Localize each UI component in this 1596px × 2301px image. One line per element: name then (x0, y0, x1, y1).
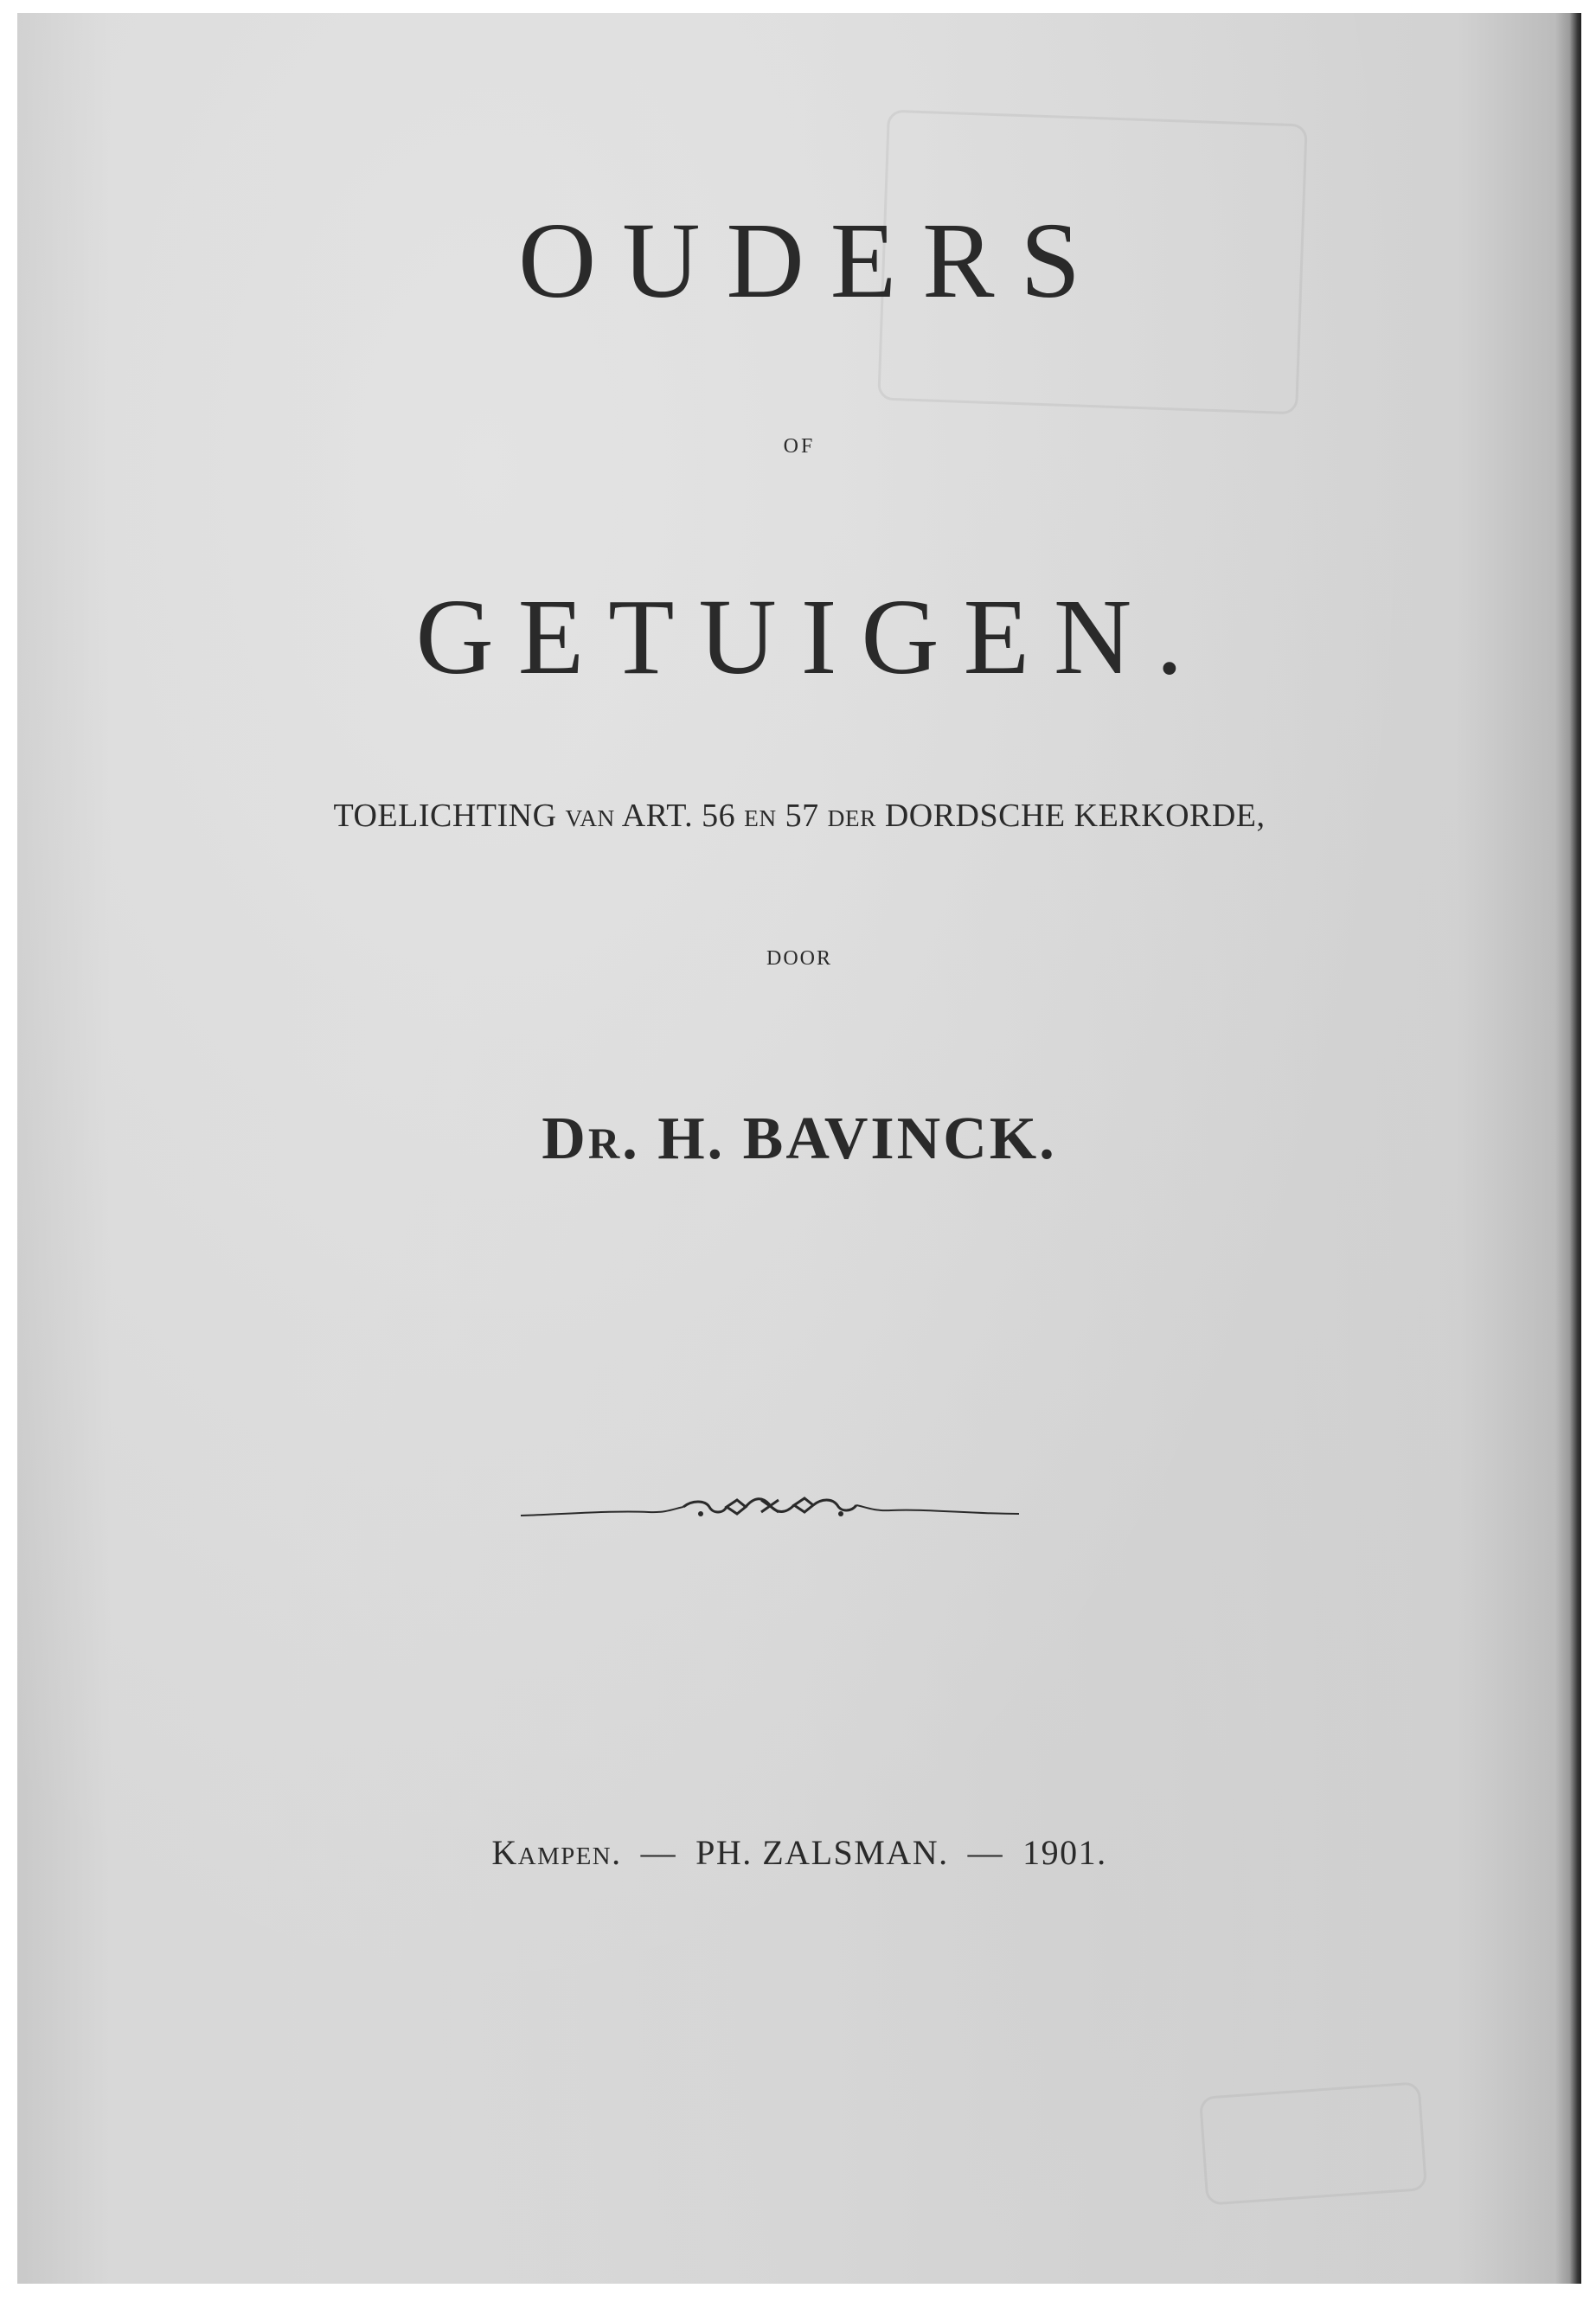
subtitle-part-2: ART. 56 (614, 798, 745, 834)
imprint-year: 1901. (1022, 1833, 1107, 1872)
author-name (17, 1105, 1581, 1174)
subtitle-part-3: 57 (776, 798, 828, 834)
author-rest: . H. BAVINCK. (622, 1106, 1057, 1172)
imprint-place-big: K (491, 1833, 518, 1872)
subtitle-van: VAN (565, 805, 615, 831)
author-prefix-big: D (542, 1106, 588, 1172)
author-prefix-small: R (587, 1119, 623, 1168)
subtitle-part-1: TOELICHTING (333, 798, 566, 834)
byline-door: DOOR (766, 947, 832, 970)
subtitle-der: DER (827, 805, 876, 831)
title-line-2: GETUIGEN. (415, 578, 1208, 697)
imprint-place-dot: . (612, 1833, 622, 1872)
scanned-page (17, 13, 1581, 2284)
imprint-place-small: AMPEN (517, 1843, 612, 1870)
subtitle-en: EN (744, 805, 777, 831)
imprint-publisher: PH. ZALSMAN. (695, 1833, 949, 1872)
decorative-flourish-icon (519, 1488, 1021, 1531)
imprint (17, 1832, 1581, 1873)
page-edge-shadow (1555, 13, 1581, 2284)
scan-margin-right (1581, 0, 1596, 2301)
imprint-dash-2: — (967, 1833, 1004, 1872)
library-stamp-faint-lower (1199, 2081, 1427, 2206)
title-line-1: OUDERS (517, 202, 1107, 321)
subtitle (17, 797, 1581, 835)
imprint-dash-1: — (640, 1833, 677, 1872)
title-connector: OF (783, 435, 816, 458)
subtitle-part-4: DORDSCHE KERKORDE, (875, 798, 1266, 834)
